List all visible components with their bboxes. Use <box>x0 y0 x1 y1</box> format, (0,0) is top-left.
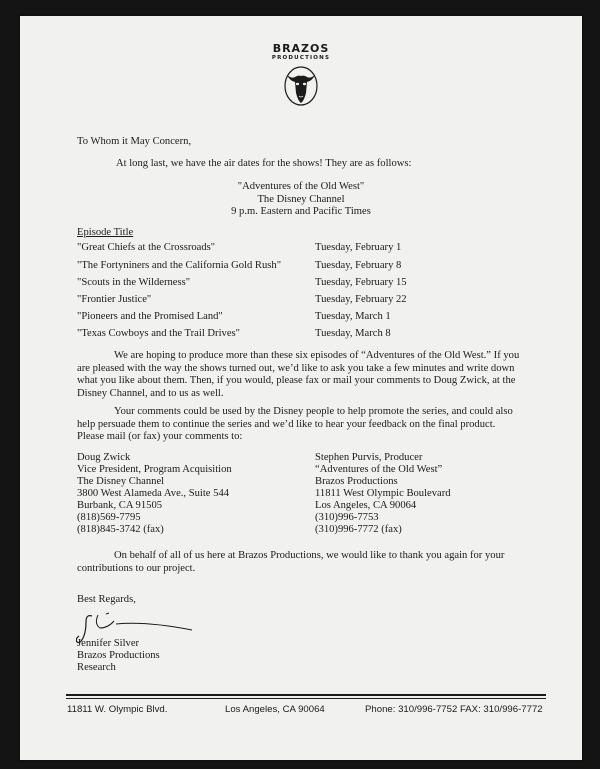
paragraph-line: are pleased with the way the shows turned out, we’d like to ask you take a few minutes and write down <box>77 363 515 374</box>
episode-date: Tuesday, March 1 <box>315 311 391 322</box>
episodes-header: Episode Title <box>77 227 134 238</box>
contact-right-line: (310)996-7753 <box>315 512 379 523</box>
paragraph-line: Disney Channel, and to us as well. <box>77 388 224 399</box>
show-channel: The Disney Channel <box>257 194 345 205</box>
paragraph-line: Please mail (or fax) your comments to: <box>77 431 243 442</box>
episode-title: "Frontier Justice" <box>77 294 152 305</box>
episode-date: Tuesday, February 22 <box>315 294 407 305</box>
intro-text: At long last, we have the air dates for the shows! They are as follows: <box>116 158 412 169</box>
contact-right-line: Brazos Productions <box>315 476 398 487</box>
footer-rule <box>66 694 546 696</box>
contact-left-line: (818)845-3742 (fax) <box>77 524 164 535</box>
episode-date: Tuesday, February 15 <box>315 277 407 288</box>
contact-right-line: Stephen Purvis, Producer <box>315 452 423 463</box>
longhorn-skull-icon <box>284 63 318 109</box>
footer-phone: Phone: 310/996-7752 FAX: 310/996-7772 <box>365 704 543 715</box>
paragraph-line: help persuade them to continue the series and we’d like to hear your feedback on the final product. <box>77 419 496 430</box>
contact-right-line: (310)996-7772 (fax) <box>315 524 402 535</box>
contact-right-line: 11811 West Olympic Boulevard <box>315 488 451 499</box>
letterhead-brand: BRAZOS <box>272 42 330 55</box>
paragraph-line: We are hoping to produce more than these six episodes of “Adventures of the Old West.” If you <box>114 350 520 361</box>
show-title: "Adventures of the Old West" <box>237 181 365 192</box>
paragraph-line: On behalf of all of us here at Brazos Productions, we would like to thank you again for your <box>114 550 505 561</box>
contact-left-line: 3800 West Alameda Ave., Suite 544 <box>77 488 230 499</box>
episode-date: Tuesday, February 1 <box>315 242 402 253</box>
contact-left-line: The Disney Channel <box>77 476 165 487</box>
contact-left-line: Doug Zwick <box>77 452 131 463</box>
contact-left-line: (818)569-7795 <box>77 512 141 523</box>
episode-title: "Texas Cowboys and the Trail Drives" <box>77 328 240 339</box>
episode-date: Tuesday, February 8 <box>315 260 402 271</box>
contact-right-line: Los Angeles, CA 90064 <box>315 500 417 511</box>
contact-left-line: Burbank, CA 91505 <box>77 500 163 511</box>
episode-date: Tuesday, March 8 <box>315 328 391 339</box>
signer-company: Brazos Productions <box>77 650 160 661</box>
salutation: To Whom it May Concern, <box>77 136 192 147</box>
closing: Best Regards, <box>77 594 136 605</box>
episode-title: "Pioneers and the Promised Land" <box>77 311 223 322</box>
paragraph-line: Your comments could be used by the Disney people to help promote the series, and could also <box>114 406 513 417</box>
contact-right-line: “Adventures of the Old West” <box>315 464 443 475</box>
letterhead-subtitle: PRODUCTIONS <box>271 55 331 61</box>
signer-name: Jennifer Silver <box>77 638 140 649</box>
show-time: 9 p.m. Eastern and Pacific Times <box>231 206 371 217</box>
paragraph-line: what you like about them. Then, if you would, please fax or mail your comments to Doug Zwick, at the <box>77 375 516 386</box>
contact-left-line: Vice President, Program Acquisition <box>77 464 232 475</box>
episode-title: "Scouts in the Wilderness" <box>77 277 191 288</box>
footer-rule <box>66 698 546 699</box>
episode-title: "The Fortyniners and the California Gold Rush" <box>77 260 282 271</box>
paragraph-line: contributions to our project. <box>77 563 196 574</box>
signer-department: Research <box>77 662 116 673</box>
letter-page <box>20 16 582 760</box>
footer-address: 11811 W. Olympic Blvd. <box>67 704 168 715</box>
footer-city: Los Angeles, CA 90064 <box>225 704 325 715</box>
episode-title: "Great Chiefs at the Crossroads" <box>77 242 216 253</box>
